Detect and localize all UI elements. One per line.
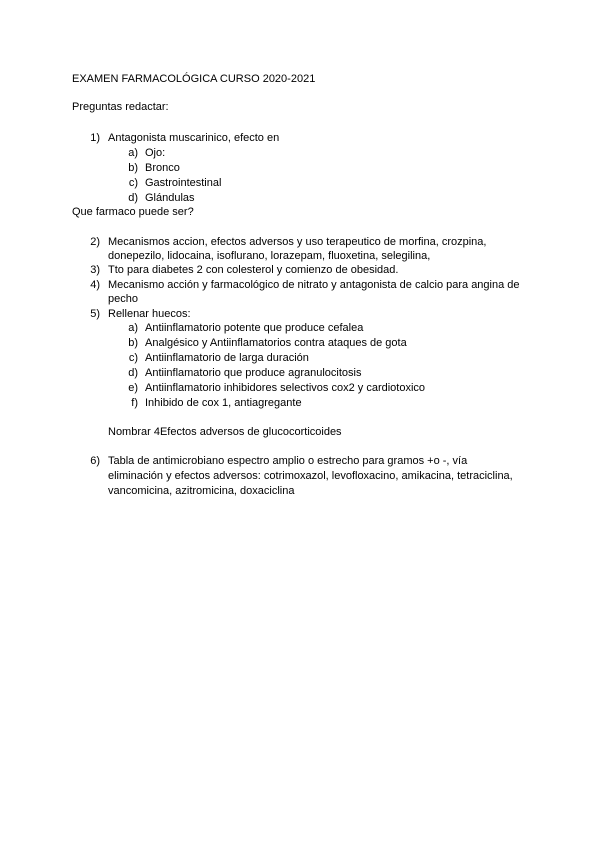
- question-1-number: 1): [90, 132, 100, 144]
- list-item-letter: a): [128, 147, 138, 159]
- list-item-text: Inhibido de cox 1, antiagregante: [145, 397, 302, 409]
- question-4-line-2: pecho: [108, 293, 138, 305]
- question-1-text: Antagonista muscarinico, efecto en: [108, 132, 280, 144]
- list-item-letter: e): [128, 382, 138, 394]
- list-item-letter: c): [128, 177, 138, 189]
- question-4-number: 4): [90, 279, 100, 291]
- list-item-letter: d): [128, 367, 138, 379]
- list-item-letter: b): [128, 337, 138, 349]
- list-item-text: Antiinflamatorio de larga duración: [145, 352, 309, 364]
- list-item-letter: f): [131, 397, 138, 409]
- question-2-number: 2): [90, 236, 100, 248]
- question-2-line-1: Mecanismos accion, efectos adversos y uso terapeutico de morfina, crozpina,: [108, 236, 487, 248]
- question-6-line-3: vancomicina, azitromicina, doxaciclina: [108, 485, 295, 497]
- list-item-text: Antiinflamatorio que produce agranulocitosis: [145, 367, 362, 379]
- list-item-letter: a): [128, 322, 138, 334]
- question-4-line-1: Mecanismo acción y farmacológico de nitrato y antagonista de calcio para angina de: [108, 279, 520, 291]
- question-6-number: 6): [90, 455, 100, 467]
- list-item-letter: d): [128, 192, 138, 204]
- document-title: EXAMEN FARMACOLÓGICA CURSO 2020-2021: [72, 73, 316, 85]
- list-item-letter: c): [128, 352, 138, 364]
- list-item-letter: b): [128, 162, 138, 174]
- nombrar-text: Nombrar 4Efectos adversos de glucocorticoides: [108, 426, 342, 438]
- list-item-text: Gastrointestinal: [145, 177, 222, 189]
- question-1-followup: Que farmaco puede ser?: [72, 206, 194, 218]
- question-5-number: 5): [90, 308, 100, 320]
- question-2-line-2: donepezilo, lidocaina, isoflurano, lorazepam, fluoxetina, selegilina,: [108, 250, 431, 262]
- list-item-text: Analgésico y Antiinflamatorios contra ataques de gota: [145, 337, 407, 349]
- question-3-text: Tto para diabetes 2 con colesterol y comienzo de obesidad.: [108, 264, 399, 276]
- list-item-text: Glándulas: [145, 192, 195, 204]
- list-item-text: Bronco: [145, 162, 180, 174]
- list-item-text: Antiinflamatorio potente que produce cefalea: [145, 322, 364, 334]
- intro-text: Preguntas redactar:: [72, 101, 169, 113]
- list-item-text: Antiinflamatorio inhibidores selectivos cox2 y cardiotoxico: [145, 382, 426, 394]
- question-6-line-1: Tabla de antimicrobiano espectro amplio o estrecho para gramos +o -, vía: [108, 455, 468, 467]
- question-6-line-2: eliminación y efectos adversos: cotrimoxazol, levofloxacino, amikacina, tetraciclina,: [108, 470, 513, 482]
- question-3-number: 3): [90, 264, 100, 276]
- list-item-text: Ojo:: [145, 147, 166, 159]
- question-5-text: Rellenar huecos:: [108, 308, 191, 320]
